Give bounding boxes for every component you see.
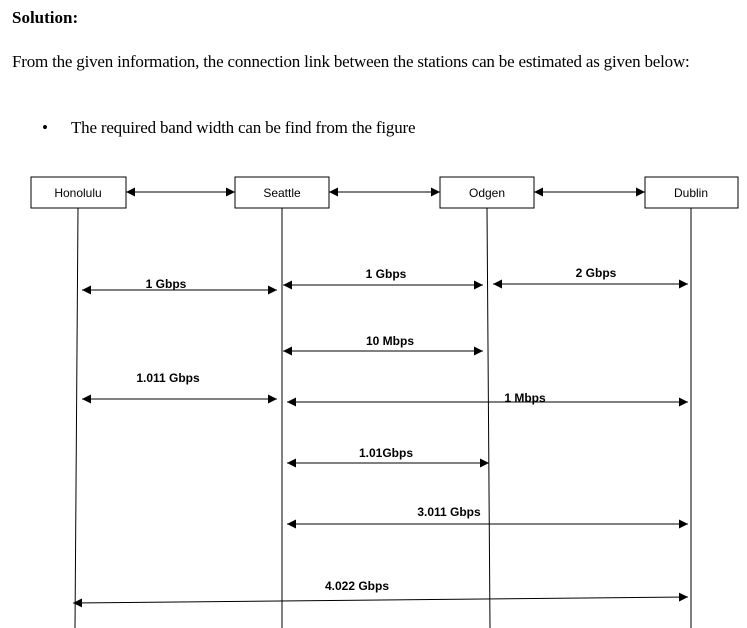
link-label-7: 1.01Gbps xyxy=(358,446,414,460)
link-arrow-9 xyxy=(73,597,688,603)
node-label-seattle: Seattle xyxy=(263,186,301,200)
solution-heading: Solution: xyxy=(12,8,79,27)
link-label-2: 1 Gbps xyxy=(365,267,407,281)
node-honolulu xyxy=(31,177,126,208)
link-label-8: 3.011 Gbps xyxy=(417,505,481,519)
link-label-4: 10 Mbps xyxy=(365,334,415,348)
link-label-6: 1 Mbps xyxy=(504,391,546,405)
node-seattle xyxy=(235,177,329,208)
bullet-dot: • xyxy=(42,118,48,137)
node-label-dublin: Dublin xyxy=(673,186,709,200)
link-label-5: 1.011 Gbps xyxy=(136,371,200,385)
link-label-9: 4.022 Gbps xyxy=(324,579,390,593)
link-label-3: 2 Gbps xyxy=(575,266,617,280)
node-label-odgen: Odgen xyxy=(468,186,506,200)
node-dublin xyxy=(645,177,738,208)
node-odgen xyxy=(440,177,534,208)
node-label-honolulu: Honolulu xyxy=(54,186,102,200)
bullet-text: The required band width can be find from the figure xyxy=(71,118,416,137)
lifeline-odgen xyxy=(487,208,490,628)
lifeline-honolulu xyxy=(75,208,78,628)
intro-paragraph: From the given information, the connection link between the stations can be estimated as given below: xyxy=(12,52,690,71)
link-label-1: 1 Gbps xyxy=(145,277,187,291)
